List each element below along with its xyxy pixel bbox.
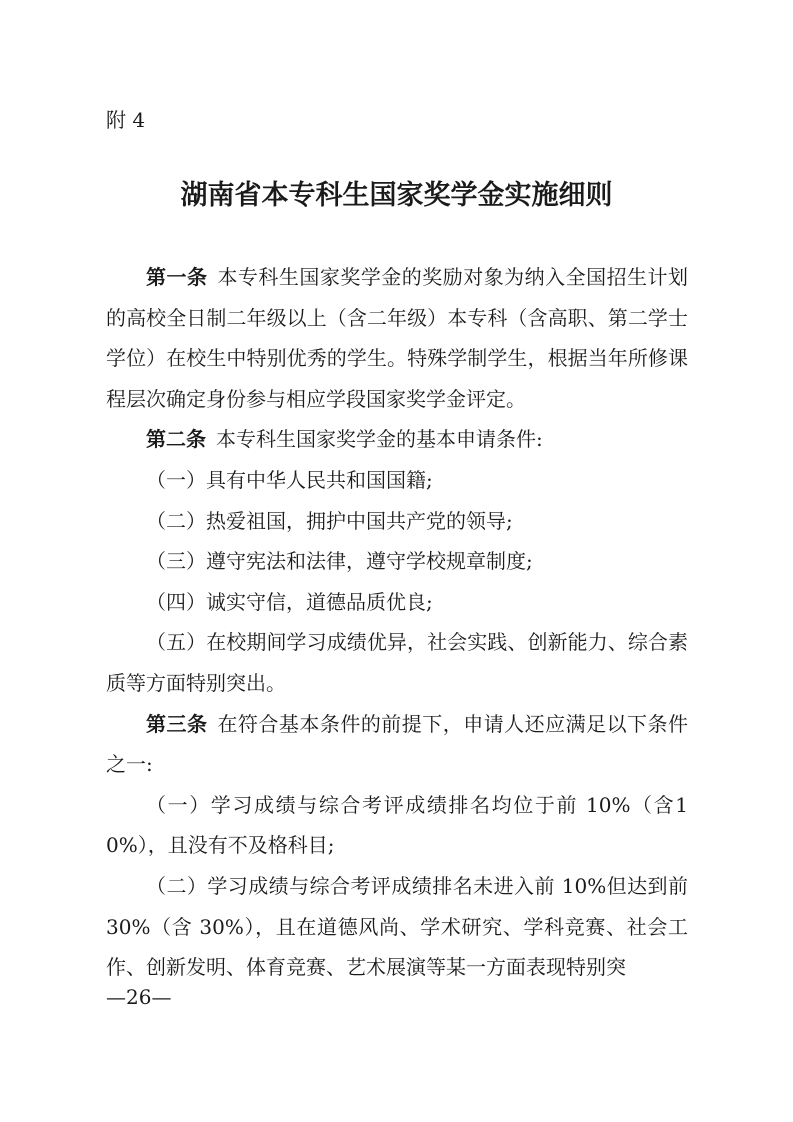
paragraph bbox=[106, 460, 688, 501]
page-number: —26— bbox=[106, 985, 172, 1009]
paragraph bbox=[106, 622, 688, 703]
attachment-label: 附 4 bbox=[106, 108, 146, 132]
article-heading: 第一条 bbox=[146, 265, 208, 289]
paragraph bbox=[106, 866, 688, 988]
document-title: 湖南省本专科生国家奖学金实施细则 bbox=[180, 180, 613, 211]
paragraph bbox=[106, 785, 688, 866]
paragraph-text: （二）学习成绩与综合考评成绩排名未进入前 10%但达到前 30%（含 30%），且在道德风尚、学术研究、学科竞赛、社会工作、创新发明、体育竞赛、艺术展演等某一方面表现特别突 bbox=[106, 873, 688, 980]
paragraph-text: （一）具有中华人民共和国国籍; bbox=[146, 467, 433, 492]
paragraph bbox=[106, 582, 688, 623]
paragraph bbox=[106, 541, 688, 582]
document-body bbox=[106, 257, 688, 988]
paragraph bbox=[106, 704, 688, 785]
article-heading: 第三条 bbox=[146, 711, 208, 736]
paragraph-text: 本专科生国家奖学金的奖励对象为纳入全国招生计划的高校全日制二年级以上（含二年级）本专科（含高职、第二学士学位）在校生中特别优秀的学生。特殊学制学生，根据当年所修课程层次确定身份参与相应学段国家奖学金评定。 bbox=[106, 265, 689, 411]
paragraph-text: 在符合基本条件的前提下，申请人还应满足以下条件之一: bbox=[106, 711, 689, 777]
paragraph-text: （二）热爱祖国，拥护中国共产党的领导; bbox=[146, 508, 513, 533]
paragraph-text: （三）遵守宪法和法律，遵守学校规章制度; bbox=[146, 549, 533, 574]
article-heading: 第二条 bbox=[146, 427, 206, 452]
paragraph bbox=[106, 419, 688, 460]
paragraph-text: （四）诚实守信，道德品质优良; bbox=[146, 589, 433, 614]
paragraph bbox=[106, 257, 688, 419]
paragraph-text: （五）在校期间学习成绩优异，社会实践、创新能力、综合素质等方面特别突出。 bbox=[106, 630, 688, 695]
paragraph bbox=[106, 501, 688, 542]
paragraph-text: 本专科生国家奖学金的基本申请条件: bbox=[216, 427, 543, 452]
paragraph-text: （一）学习成绩与综合考评成绩排名均位于前 10%（含10%），且没有不及格科目; bbox=[106, 792, 688, 858]
